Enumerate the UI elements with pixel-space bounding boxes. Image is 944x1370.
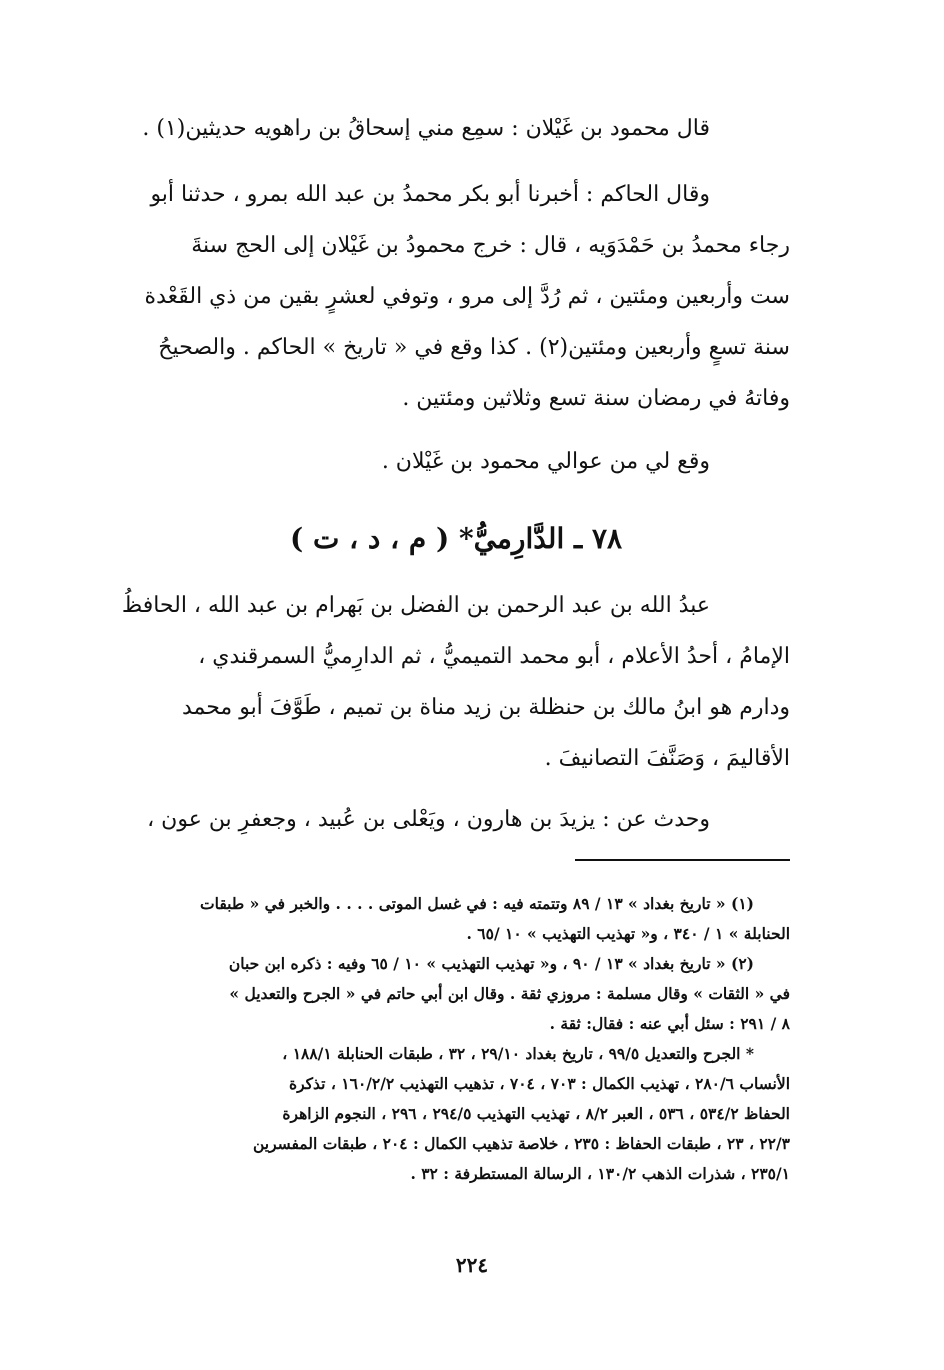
text-line: ودارم هو ابنُ مالك بن حنظلة بن زيد مناة بن تميم ، طَوَّفَ أبو محمد	[181, 695, 790, 720]
footnote-line: في « الثقات » وقال مسلمة : مروزي ثقة . وقال ابن أبي حاتم في « الجرح والتعديل »	[229, 984, 790, 1003]
text-line: عبدُ الله بن عبد الرحمن بن الفضل بن بَهرام بن عبد الله ، الحافظُ	[121, 593, 710, 618]
text-line: وفاتهُ في رمضان سنة تسع وثلاثين ومئتين .	[402, 386, 790, 411]
text-line: سنة تسعٍ وأربعين ومئتين(٢) . كذا وقع في « تاريخ » الحاكم . والصحيحُ	[158, 335, 790, 360]
footnote-line: * الجرح والتعديل ٩٩/٥ ، تاريخ بغداد ٢٩/١٠ ، ٣٢ ، طبقات الحنابلة ١٨٨/١ ،	[282, 1044, 754, 1063]
text-line: الإمامُ ، أحدُ الأعلام ، أبو محمد التميميُّ ، ثم الدارِميُّ السمرقندي ،	[198, 644, 790, 669]
footnote-line: (١) « تاريخ بغداد » ١٣ / ٨٩ وتتمته فيه : في غسل الموتى . . . . والخبر في « طبقات	[200, 894, 754, 913]
text-line: وحدث عن : يزيدَ بن هارون ، ويَعْلى بن عُبيد ، وجعفرِ بن عون ،	[147, 807, 710, 832]
text-line: رجاء محمدُ بن حَمْدَوَيه ، قال : خرج محمودُ بن غَيْلان إلى الحج سنةَ	[191, 233, 790, 258]
footnote-separator	[575, 859, 790, 861]
page-number: ٢٢٤	[455, 1253, 489, 1277]
footnote-line: (٢) « تاريخ بغداد » ١٣ / ٩٠ ، و« تهذيب التهذيب » ١٠ / ٦٥ وفيه : ذكره ابن حبان	[228, 954, 754, 973]
footnote-line: الحنابلة » ١ / ٣٤٠ ، و« تهذيب التهذيب » ١٠ /٦٥ .	[466, 924, 790, 943]
text-line: الأقاليمَ ، وَصَنَّفَ التصانيفَ .	[544, 746, 790, 771]
footnote-line: ٢٣٥/١ ، شذرات الذهب ١٣٠/٢ ، الرسالة المستطرفة : ٣٢ .	[410, 1164, 790, 1183]
text-line: وقع لي من عوالي محمود بن غَيْلان .	[381, 449, 710, 474]
footnote-line: ٢٢/٣ ، ٢٣ ، طبقات الحفاظ : ٢٣٥ ، خلاصة تذهيب الكمال : ٢٠٤ ، طبقات المفسرين	[252, 1134, 790, 1153]
main-text-upper	[122, 103, 790, 487]
footnotes	[122, 889, 790, 1189]
footnote-line: الأنساب ٢٨٠/٦ ، تهذيب الكمال : ٧٠٣ ، ٧٠٤ ، تذهيب التهذيب ١٦٠/٢/٢ ، تذكرة	[288, 1074, 790, 1093]
main-text-lower	[122, 580, 790, 845]
text-line: قال محمود بن غَيْلان : سمِع مني إسحاقُ بن راهويه حديثين(١) .	[142, 116, 710, 141]
entry-heading: ٧٨ ـ الدَّارِميُّ* ( م ، د ، ت )	[289, 522, 623, 555]
text-line: وقال الحاكم : أخبرنا أبو بكر محمدُ بن عبد الله بمرو ، حدثنا أبو	[150, 182, 710, 207]
footnote-line: ٨ / ٢٩١ : سئل أبي عنه : فقال: ثقة .	[549, 1014, 790, 1033]
text-line: ست وأربعين ومئتين ، ثم رُدَّ إلى مرو ، وتوفي لعشرٍ بقين من ذي القَعْدة	[144, 284, 790, 309]
footnote-line: الحفاظ ٥٣٤/٢ ، ٥٣٦ ، العبر ٨/٢ ، تهذيب التهذيب ٢٩٤/٥ ، ٢٩٦ ، النجوم الزاهرة	[282, 1104, 790, 1123]
